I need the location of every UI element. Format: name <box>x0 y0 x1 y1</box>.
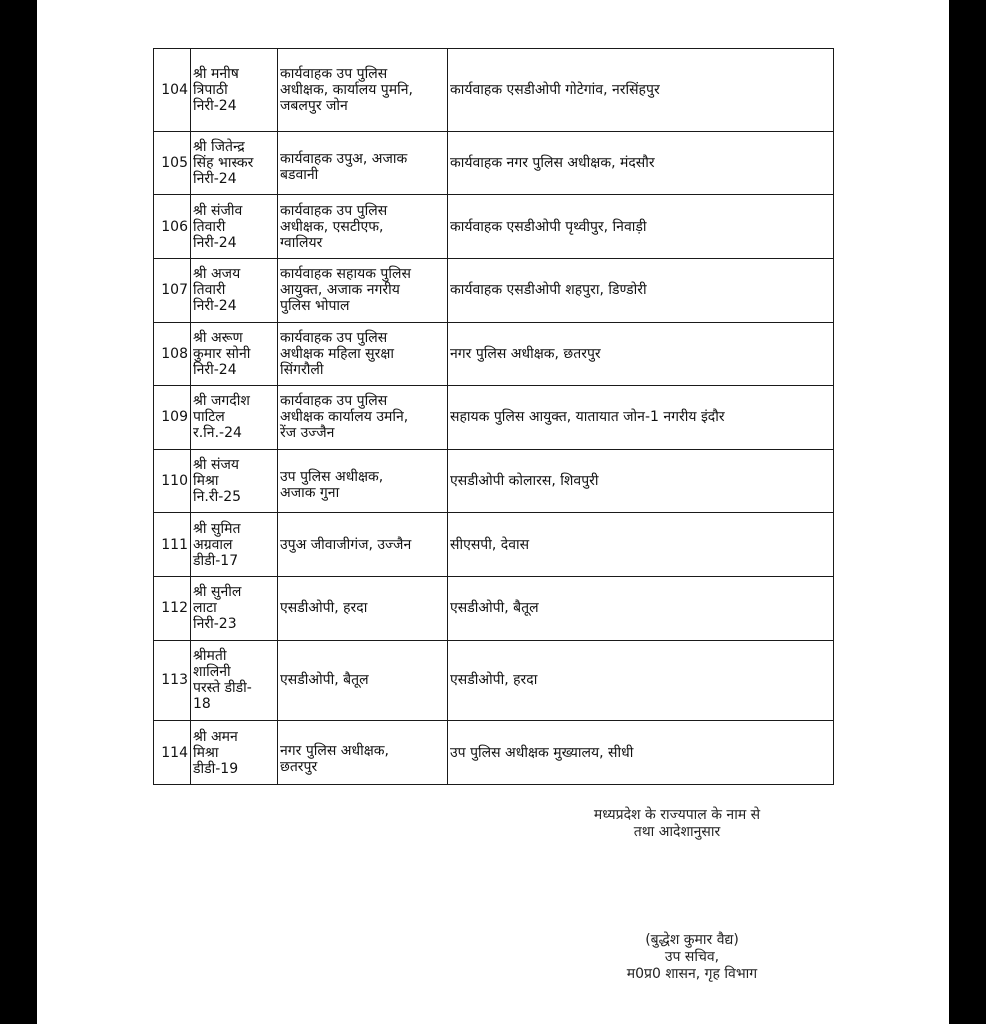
signatory-designation: उप सचिव, <box>664 949 720 965</box>
officer-name <box>191 386 278 450</box>
posting-line: अजाक गुना <box>280 485 340 502</box>
table-row <box>154 640 834 721</box>
posting-line: सिंगरौली <box>280 361 324 378</box>
officer-name <box>191 322 278 386</box>
transfer-table <box>153 48 834 785</box>
posting-line: कार्यवाहक उप पुलिस <box>280 202 388 219</box>
current-posting <box>278 49 448 132</box>
name-line: श्री अमन <box>193 728 238 745</box>
current-posting <box>278 513 448 577</box>
new-posting: एसडीओपी, हरदा <box>448 640 834 721</box>
serial-number: 114 <box>154 721 191 785</box>
officer-name <box>191 640 278 721</box>
current-posting <box>278 131 448 195</box>
posting-line: रेंज उज्जैन <box>280 425 335 442</box>
name-line: डीडी-19 <box>193 760 239 777</box>
table-row <box>154 258 834 322</box>
new-posting: सीएसपी, देवास <box>448 513 834 577</box>
name-line: मिश्रा <box>193 473 219 490</box>
name-line: निरी-24 <box>193 361 237 378</box>
new-posting: कार्यवाहक नगर पुलिस अधीक्षक, मंदसौर <box>448 131 834 195</box>
table-row <box>154 576 834 640</box>
table-body <box>154 49 834 785</box>
officer-name <box>191 721 278 785</box>
name-line: र.नि.-24 <box>193 425 242 442</box>
posting-line: अधीक्षक महिला सुरक्षा <box>280 345 395 362</box>
name-line: तिवारी <box>193 218 226 235</box>
authority-line: मध्यप्रदेश के राज्यपाल के नाम से <box>593 807 761 823</box>
posting-line: एसडीओपी, हरदा <box>280 600 368 617</box>
authority-block <box>562 807 792 841</box>
current-posting <box>278 386 448 450</box>
name-line: श्री संजीव <box>193 202 243 219</box>
posting-line: अधीक्षक, एसटीएफ, <box>280 218 384 235</box>
posting-line: कार्यवाहक उप पुलिस <box>280 65 388 82</box>
officer-name <box>191 576 278 640</box>
new-posting: कार्यवाहक एसडीओपी शहपुरा, डिण्डोरी <box>448 258 834 322</box>
current-posting <box>278 721 448 785</box>
name-line: निरी-24 <box>193 171 237 188</box>
signatory-name: (बुद्धेश कुमार वैद्य) <box>645 932 739 948</box>
authority-line: तथा आदेशानुसार <box>633 824 721 840</box>
new-posting: नगर पुलिस अधीक्षक, छतरपुर <box>448 322 834 386</box>
posting-line: ग्वालियर <box>280 234 323 251</box>
serial-number: 113 <box>154 640 191 721</box>
table-row <box>154 195 834 259</box>
document-page <box>37 0 949 1024</box>
posting-line: उप पुलिस अधीक्षक, <box>280 469 384 486</box>
name-line: श्री अरूण <box>193 329 243 346</box>
name-line: श्री सुमित <box>193 520 241 537</box>
table-row <box>154 49 834 132</box>
posting-line: कार्यवाहक सहायक पुलिस <box>280 266 411 283</box>
officer-name <box>191 449 278 513</box>
signatory-department: म0प्र0 शासन, गृह विभाग <box>626 966 758 982</box>
name-line: श्री जितेन्द्र <box>193 139 245 156</box>
serial-number: 110 <box>154 449 191 513</box>
posting-line: कार्यवाहक उप पुलिस <box>280 393 388 410</box>
serial-number: 112 <box>154 576 191 640</box>
posting-line: कार्यवाहक उपुअ, अजाक <box>280 151 408 168</box>
name-line: श्री संजय <box>193 457 239 474</box>
name-line: 18 <box>193 696 211 713</box>
name-line: पाटिल <box>193 409 225 426</box>
name-line: श्री अजय <box>193 266 241 283</box>
name-line: कुमार सोनी <box>193 345 251 362</box>
current-posting <box>278 258 448 322</box>
name-line: नि.री-25 <box>193 489 242 506</box>
current-posting <box>278 449 448 513</box>
serial-number: 106 <box>154 195 191 259</box>
name-line: श्री मनीष <box>193 65 239 82</box>
table-row <box>154 131 834 195</box>
new-posting: एसडीओपी, बैतूल <box>448 576 834 640</box>
name-line: श्रीमती <box>193 648 227 665</box>
name-line: अग्रवाल <box>193 536 233 553</box>
name-line: श्री सुनील <box>193 584 242 601</box>
table-row <box>154 322 834 386</box>
posting-line: एसडीओपी, बैतूल <box>280 672 369 689</box>
serial-number: 109 <box>154 386 191 450</box>
name-line: लाटा <box>193 600 217 617</box>
new-posting: कार्यवाहक एसडीओपी पृथ्वीपुर, निवाड़ी <box>448 195 834 259</box>
officer-name <box>191 513 278 577</box>
serial-number: 105 <box>154 131 191 195</box>
new-posting: कार्यवाहक एसडीओपी गोटेगांव, नरसिंहपुर <box>448 49 834 132</box>
current-posting <box>278 322 448 386</box>
new-posting: एसडीओपी कोलारस, शिवपुरी <box>448 449 834 513</box>
table-row <box>154 386 834 450</box>
new-posting: सहायक पुलिस आयुक्त, यातायात जोन-1 नगरीय इंदौर <box>448 386 834 450</box>
new-posting: उप पुलिस अधीक्षक मुख्यालय, सीधी <box>448 721 834 785</box>
name-line: निरी-24 <box>193 298 237 315</box>
name-line: परस्ते डीडी- <box>193 680 252 697</box>
signature-block <box>582 932 802 983</box>
name-line: निरी-24 <box>193 97 237 114</box>
name-line: श्री जगदीश <box>193 393 250 410</box>
name-line: तिवारी <box>193 282 226 299</box>
posting-line: जबलपुर जोन <box>280 97 348 114</box>
table-row <box>154 513 834 577</box>
officer-name <box>191 49 278 132</box>
posting-line: अधीक्षक कार्यालय उमनि, <box>280 409 409 426</box>
posting-line: अधीक्षक, कार्यालय पुमनि, <box>280 81 413 98</box>
name-line: त्रिपाठी <box>193 81 228 98</box>
serial-number: 104 <box>154 49 191 132</box>
posting-line: नगर पुलिस अधीक्षक, <box>280 742 389 759</box>
posting-line: कार्यवाहक उप पुलिस <box>280 329 388 346</box>
current-posting <box>278 640 448 721</box>
name-line: डीडी-17 <box>193 552 239 569</box>
serial-number: 111 <box>154 513 191 577</box>
officer-name <box>191 131 278 195</box>
current-posting <box>278 195 448 259</box>
officer-name <box>191 258 278 322</box>
current-posting <box>278 576 448 640</box>
name-line: सिंह भास्कर <box>193 155 254 172</box>
name-line: मिश्रा <box>193 744 219 761</box>
name-line: शालिनी <box>193 664 231 681</box>
posting-line: पुलिस भोपाल <box>280 298 350 315</box>
table-row <box>154 721 834 785</box>
posting-line: छतरपुर <box>280 758 318 775</box>
officer-name <box>191 195 278 259</box>
name-line: निरी-23 <box>193 616 237 633</box>
posting-line: उपुअ जीवाजीगंज, उज्जैन <box>280 536 412 553</box>
table-row <box>154 449 834 513</box>
posting-line: बडवानी <box>280 167 319 184</box>
posting-line: आयुक्त, अजाक नगरीय <box>280 282 400 299</box>
name-line: निरी-24 <box>193 234 237 251</box>
serial-number: 107 <box>154 258 191 322</box>
serial-number: 108 <box>154 322 191 386</box>
